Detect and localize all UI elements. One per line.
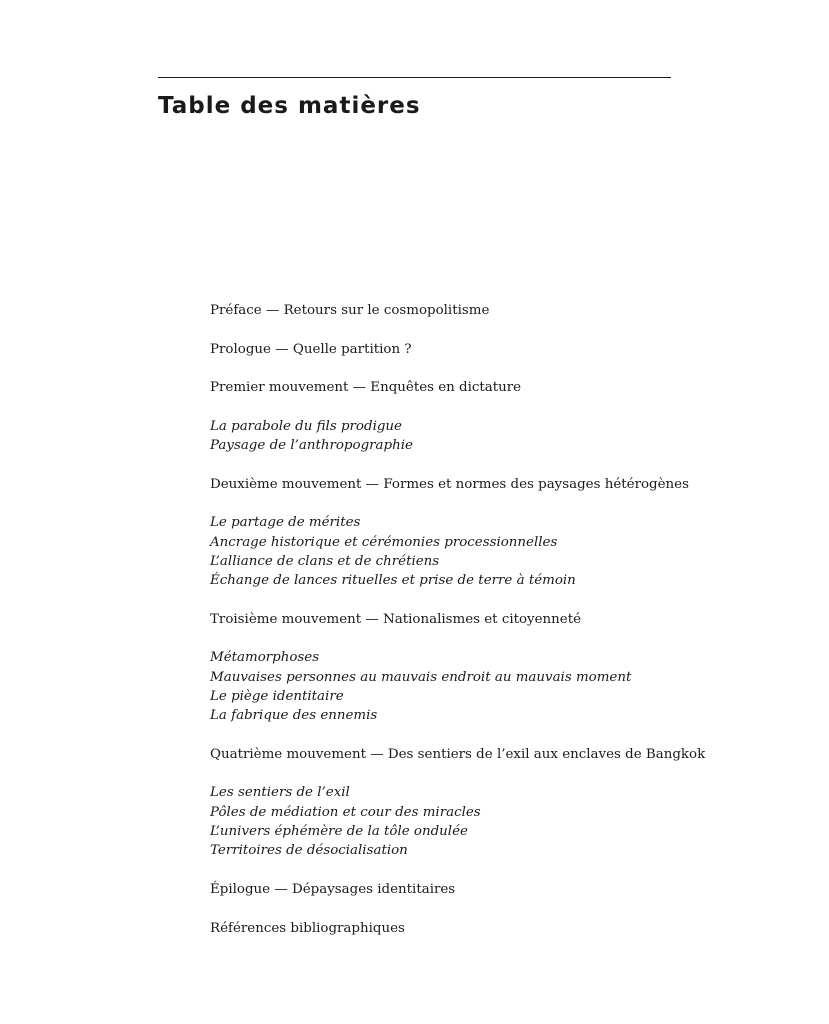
toc-spacer [210, 899, 690, 918]
toc-spacer [210, 494, 690, 513]
toc-subsection-entry[interactable]: Métamorphoses [210, 650, 320, 666]
toc-spacer [210, 320, 690, 339]
toc-subsection-entry[interactable]: Paysage de l’anthropographie [210, 438, 413, 454]
page-title: Table des matières [158, 93, 421, 119]
toc-subsection-entry[interactable]: Le partage de mérites [210, 515, 361, 531]
toc-spacer [210, 590, 690, 609]
toc-section-entry[interactable]: Quatrième mouvement — Des sentiers de l’exil aux enclaves de Bangkok [210, 746, 706, 762]
toc-spacer [210, 764, 690, 783]
toc-subsection-entry[interactable]: La fabrique des ennemis [210, 708, 378, 724]
toc-spacer [210, 629, 690, 648]
toc-section-entry[interactable]: Références bibliographiques [210, 920, 405, 936]
toc-spacer [210, 726, 690, 745]
toc-section-entry[interactable]: Prologue — Quelle partition ? [210, 341, 412, 357]
toc-section-entry[interactable]: Épilogue — Dépaysages identitaires [210, 881, 456, 897]
toc-section-entry[interactable]: Deuxième mouvement — Formes et normes des paysages hétérogènes [210, 476, 689, 492]
toc-subsection-entry[interactable]: Pôles de médiation et cour des miracles [210, 804, 481, 820]
toc-section-entry[interactable]: Préface — Retours sur le cosmopolitisme [210, 303, 490, 318]
toc-subsection-entry[interactable]: Le piège identitaire [210, 688, 344, 704]
toc-subsection-entry[interactable]: Territoires de désocialisation [210, 843, 408, 859]
toc-subsection-entry[interactable]: Mauvaises personnes au mauvais endroit au mauvais moment [210, 669, 632, 685]
toc-section-entry[interactable]: Premier mouvement — Enquêtes en dictature [210, 380, 522, 396]
table-of-contents [210, 301, 706, 938]
toc-spacer [210, 397, 690, 416]
toc-subsection-entry[interactable]: Les sentiers de l’exil [210, 785, 350, 801]
toc-spacer [210, 359, 690, 378]
toc-section-entry[interactable]: Troisième mouvement — Nationalismes et citoyenneté [210, 611, 582, 627]
toc-subsection-entry[interactable]: Ancrage historique et cérémonies processionnelles [210, 534, 558, 550]
top-rule [158, 77, 671, 78]
toc-spacer [210, 861, 690, 880]
toc-spacer [210, 455, 690, 474]
toc-subsection-entry[interactable]: La parabole du fils prodigue [210, 418, 402, 434]
toc-subsection-entry[interactable]: Échange de lances rituelles et prise de terre à témoin [210, 573, 576, 589]
toc-subsection-entry[interactable]: L’alliance de clans et de chrétiens [210, 553, 440, 569]
toc-subsection-entry[interactable]: L’univers éphémère de la tôle ondulée [210, 824, 468, 840]
